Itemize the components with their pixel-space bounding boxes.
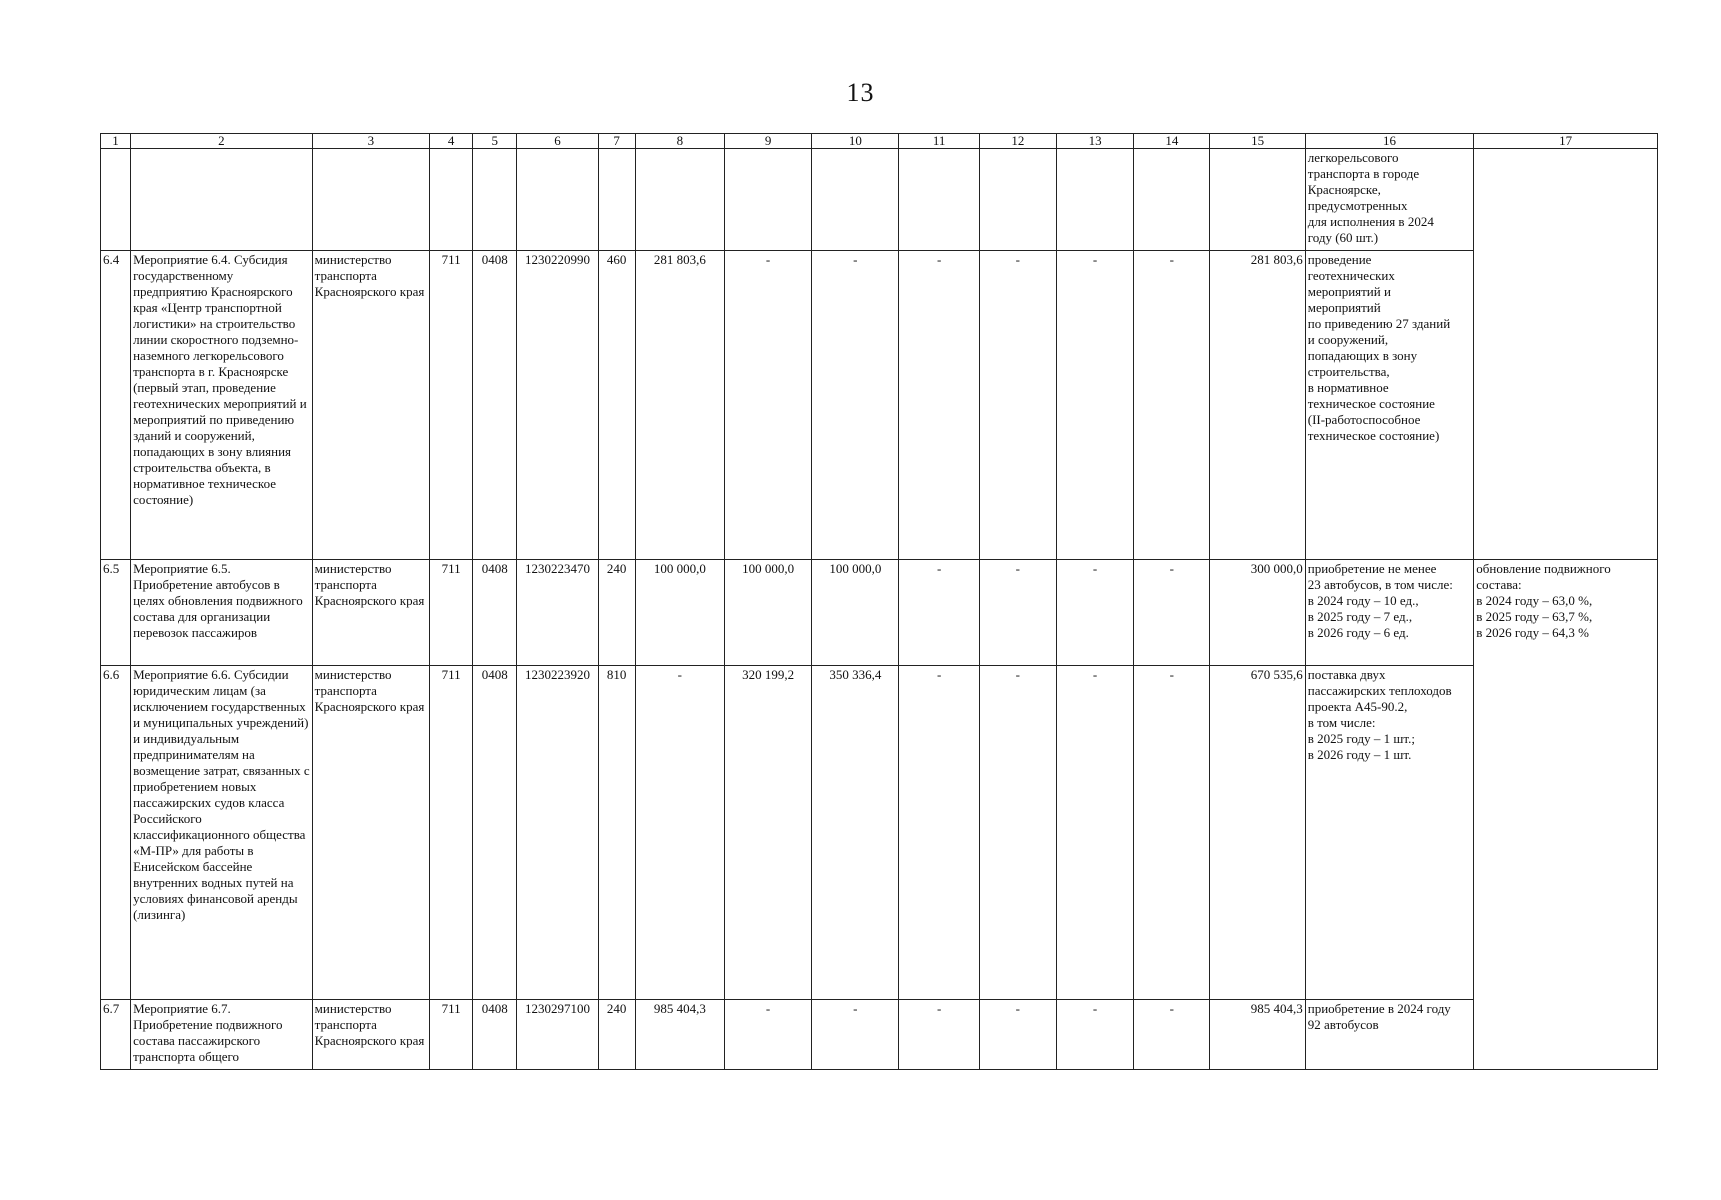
column-number: 11 bbox=[899, 134, 979, 149]
amount-2025 bbox=[724, 149, 811, 251]
vr-code: 240 bbox=[598, 560, 635, 666]
amount-col13: - bbox=[1056, 251, 1133, 560]
measure-name bbox=[131, 149, 313, 251]
amount-2025: - bbox=[724, 251, 811, 560]
amount-2026 bbox=[812, 149, 899, 251]
column-number: 3 bbox=[312, 134, 429, 149]
csr-code: 1230220990 bbox=[517, 251, 598, 560]
column-number: 16 bbox=[1305, 134, 1474, 149]
expected-result: приобретение в 2024 году 92 автобусов bbox=[1305, 1000, 1474, 1070]
executor: министерство транспорта Красноярского края bbox=[312, 251, 429, 560]
expected-result: приобретение не менее 23 автобусов, в том числе: в 2024 году – 10 ед., в 2025 году – 7 ед., в 2026 году – 6 ед. bbox=[1305, 560, 1474, 666]
grbs-code bbox=[430, 149, 473, 251]
vr-code: 460 bbox=[598, 251, 635, 560]
amount-col11: - bbox=[899, 666, 979, 1000]
amount-total: 985 404,3 bbox=[1210, 1000, 1305, 1070]
column-number: 13 bbox=[1056, 134, 1133, 149]
amount-col12: - bbox=[979, 251, 1056, 560]
table-row bbox=[101, 251, 1658, 560]
column-number: 10 bbox=[812, 134, 899, 149]
column-number: 14 bbox=[1134, 134, 1210, 149]
measure-name: Мероприятие 6.6. Субсидии юридическим лицам (за исключением государственных и муниципальных учреждений) и индивидуальным предпринимателям на возмещение затрат, связанных с приобретением новых пассажирских судов класса Российского классификационного общества «М-ПР» для работы в Енисейском бассейне внутренних водных путей на условиях финансовой аренды (лизинга) bbox=[131, 666, 313, 1000]
column-number: 8 bbox=[635, 134, 724, 149]
amount-2024 bbox=[635, 149, 724, 251]
amount-total: 300 000,0 bbox=[1210, 560, 1305, 666]
amount-col11: - bbox=[899, 560, 979, 666]
amount-2026: - bbox=[812, 251, 899, 560]
row-number bbox=[101, 149, 131, 251]
amount-col11: - bbox=[899, 1000, 979, 1070]
column-number: 5 bbox=[473, 134, 517, 149]
column-number: 9 bbox=[724, 134, 811, 149]
table-row bbox=[101, 149, 1658, 251]
measure-name: Мероприятие 6.4. Субсидия государственному предприятию Красноярского края «Центр транспортной логистики» на строительство линии скоростного подземно-наземного легкорельсового транспорта в г. Красноярске (первый этап, проведение геотехнических мероприятий и мероприятий по приведению зданий и сооружений, попадающих в зону влияния строительства объекта, в нормативное техническое состояние) bbox=[131, 251, 313, 560]
amount-col13: - bbox=[1056, 666, 1133, 1000]
amount-col14: - bbox=[1134, 1000, 1210, 1070]
vr-code: 240 bbox=[598, 1000, 635, 1070]
row-number: 6.5 bbox=[101, 560, 131, 666]
rzpr-code: 0408 bbox=[473, 1000, 517, 1070]
rzpr-code: 0408 bbox=[473, 560, 517, 666]
target-indicator bbox=[1474, 149, 1658, 560]
amount-2026: 100 000,0 bbox=[812, 560, 899, 666]
row-number: 6.7 bbox=[101, 1000, 131, 1070]
expected-result: поставка двух пассажирских теплоходов проекта А45-90.2, в том числе: в 2025 году – 1 шт.; в 2026 году – 1 шт. bbox=[1305, 666, 1474, 1000]
column-number: 15 bbox=[1210, 134, 1305, 149]
amount-col13: - bbox=[1056, 560, 1133, 666]
amount-col11 bbox=[899, 149, 979, 251]
grbs-code: 711 bbox=[430, 666, 473, 1000]
amount-col14: - bbox=[1134, 251, 1210, 560]
amount-2025: 100 000,0 bbox=[724, 560, 811, 666]
amount-col14: - bbox=[1134, 666, 1210, 1000]
amount-col12 bbox=[979, 149, 1056, 251]
amount-2026: - bbox=[812, 1000, 899, 1070]
amount-col13 bbox=[1056, 149, 1133, 251]
column-number-row bbox=[101, 134, 1658, 149]
amount-2024: 985 404,3 bbox=[635, 1000, 724, 1070]
expected-result: проведение геотехнических мероприятий и мероприятий по приведению 27 зданий и сооружений, попадающих в зону строительства, в нормативное техническое состояние (II-работоспособное техническое состояние) bbox=[1305, 251, 1474, 560]
csr-code: 1230223470 bbox=[517, 560, 598, 666]
executor bbox=[312, 149, 429, 251]
target-indicator: обновление подвижного состава: в 2024 году – 63,0 %, в 2025 году – 63,7 %, в 2026 году – 64,3 % bbox=[1474, 560, 1658, 1070]
executor: министерство транспорта Красноярского края bbox=[312, 1000, 429, 1070]
column-number: 2 bbox=[131, 134, 313, 149]
csr-code: 1230223920 bbox=[517, 666, 598, 1000]
measure-name: Мероприятие 6.5. Приобретение автобусов в целях обновления подвижного состава для организации перевозок пассажиров bbox=[131, 560, 313, 666]
measures-table bbox=[100, 133, 1658, 1070]
amount-col14 bbox=[1134, 149, 1210, 251]
executor: министерство транспорта Красноярского края bbox=[312, 560, 429, 666]
row-number: 6.6 bbox=[101, 666, 131, 1000]
grbs-code: 711 bbox=[430, 560, 473, 666]
grbs-code: 711 bbox=[430, 251, 473, 560]
amount-total bbox=[1210, 149, 1305, 251]
row-number: 6.4 bbox=[101, 251, 131, 560]
amount-2025: - bbox=[724, 1000, 811, 1070]
column-number: 6 bbox=[517, 134, 598, 149]
expected-result: легкорельсового транспорта в городе Красноярске, предусмотренных для исполнения в 2024 году (60 шт.) bbox=[1305, 149, 1474, 251]
amount-total: 281 803,6 bbox=[1210, 251, 1305, 560]
column-number: 7 bbox=[598, 134, 635, 149]
amount-col11: - bbox=[899, 251, 979, 560]
amount-2025: 320 199,2 bbox=[724, 666, 811, 1000]
grbs-code: 711 bbox=[430, 1000, 473, 1070]
amount-col12: - bbox=[979, 560, 1056, 666]
csr-code: 1230297100 bbox=[517, 1000, 598, 1070]
rzpr-code: 0408 bbox=[473, 251, 517, 560]
amount-2024: 100 000,0 bbox=[635, 560, 724, 666]
rzpr-code bbox=[473, 149, 517, 251]
column-number: 1 bbox=[101, 134, 131, 149]
amount-total: 670 535,6 bbox=[1210, 666, 1305, 1000]
column-number: 12 bbox=[979, 134, 1056, 149]
rzpr-code: 0408 bbox=[473, 666, 517, 1000]
amount-2026: 350 336,4 bbox=[812, 666, 899, 1000]
measure-name: Мероприятие 6.7. Приобретение подвижного состава пассажирского транспорта общего bbox=[131, 1000, 313, 1070]
table-row bbox=[101, 666, 1658, 1000]
amount-col12: - bbox=[979, 1000, 1056, 1070]
amount-col14: - bbox=[1134, 560, 1210, 666]
amount-2024: 281 803,6 bbox=[635, 251, 724, 560]
vr-code: 810 bbox=[598, 666, 635, 1000]
table-row bbox=[101, 560, 1658, 666]
vr-code bbox=[598, 149, 635, 251]
page-number: 13 bbox=[846, 78, 875, 107]
amount-2024: - bbox=[635, 666, 724, 1000]
csr-code bbox=[517, 149, 598, 251]
executor: министерство транспорта Красноярского края bbox=[312, 666, 429, 1000]
table-row bbox=[101, 1000, 1658, 1070]
column-number: 17 bbox=[1474, 134, 1658, 149]
amount-col12: - bbox=[979, 666, 1056, 1000]
column-number: 4 bbox=[430, 134, 473, 149]
amount-col13: - bbox=[1056, 1000, 1133, 1070]
